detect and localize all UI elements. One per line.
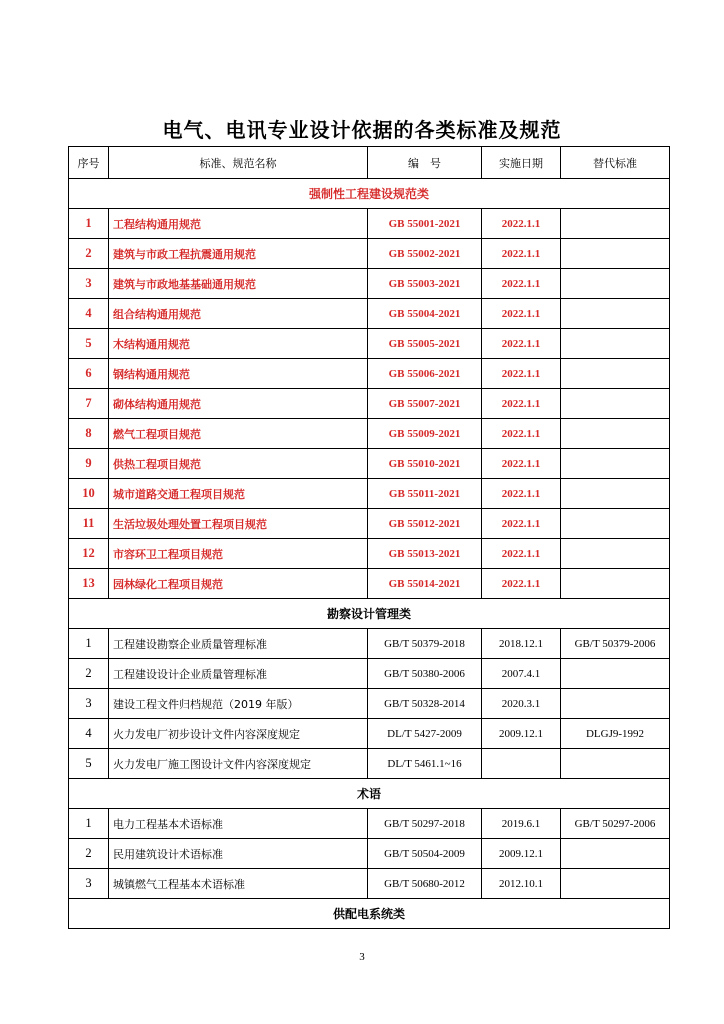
cell-no: 1 bbox=[69, 209, 109, 239]
section-title: 供配电系统类 bbox=[69, 899, 670, 929]
cell-replaced bbox=[561, 449, 670, 479]
cell-name: 工程建设勘察企业质量管理标准 bbox=[109, 629, 368, 659]
header-replaced: 替代标准 bbox=[561, 147, 670, 179]
cell-name: 砌体结构通用规范 bbox=[109, 389, 368, 419]
table-row bbox=[69, 389, 670, 419]
header-name: 标准、规范名称 bbox=[109, 147, 368, 179]
cell-date: 2012.10.1 bbox=[482, 869, 561, 899]
cell-code: GB 55001-2021 bbox=[368, 209, 482, 239]
table-row bbox=[69, 629, 670, 659]
cell-replaced bbox=[561, 839, 670, 869]
table-row bbox=[69, 269, 670, 299]
cell-replaced: GB/T 50379-2006 bbox=[561, 629, 670, 659]
cell-no: 10 bbox=[69, 479, 109, 509]
table-row bbox=[69, 479, 670, 509]
cell-no: 8 bbox=[69, 419, 109, 449]
cell-code: GB 55014-2021 bbox=[368, 569, 482, 599]
table-header-row bbox=[69, 147, 670, 179]
cell-code: GB 55013-2021 bbox=[368, 539, 482, 569]
cell-date: 2009.12.1 bbox=[482, 719, 561, 749]
cell-date: 2022.1.1 bbox=[482, 209, 561, 239]
cell-date: 2022.1.1 bbox=[482, 239, 561, 269]
standards-table bbox=[68, 146, 670, 929]
cell-name: 建筑与市政工程抗震通用规范 bbox=[109, 239, 368, 269]
section-row bbox=[69, 899, 670, 929]
cell-date: 2022.1.1 bbox=[482, 479, 561, 509]
cell-code: GB/T 50380-2006 bbox=[368, 659, 482, 689]
cell-replaced bbox=[561, 359, 670, 389]
cell-replaced bbox=[561, 239, 670, 269]
cell-date: 2022.1.1 bbox=[482, 539, 561, 569]
cell-date: 2022.1.1 bbox=[482, 419, 561, 449]
cell-name: 城市道路交通工程项目规范 bbox=[109, 479, 368, 509]
cell-no: 7 bbox=[69, 389, 109, 419]
cell-code: GB 55007-2021 bbox=[368, 389, 482, 419]
cell-replaced bbox=[561, 569, 670, 599]
table-body bbox=[69, 179, 670, 929]
header-date: 实施日期 bbox=[482, 147, 561, 179]
cell-code: GB 55002-2021 bbox=[368, 239, 482, 269]
cell-code: GB/T 50328-2014 bbox=[368, 689, 482, 719]
cell-code: DL/T 5461.1~16 bbox=[368, 749, 482, 779]
cell-name: 建设工程文件归档规范（2019 年版） bbox=[109, 689, 368, 719]
header-no: 序号 bbox=[69, 147, 109, 179]
section-row bbox=[69, 179, 670, 209]
cell-name: 木结构通用规范 bbox=[109, 329, 368, 359]
cell-date: 2022.1.1 bbox=[482, 509, 561, 539]
cell-name: 钢结构通用规范 bbox=[109, 359, 368, 389]
cell-name: 燃气工程项目规范 bbox=[109, 419, 368, 449]
cell-date: 2007.4.1 bbox=[482, 659, 561, 689]
cell-date: 2022.1.1 bbox=[482, 299, 561, 329]
cell-date: 2022.1.1 bbox=[482, 269, 561, 299]
cell-code: GB 55005-2021 bbox=[368, 329, 482, 359]
cell-no: 11 bbox=[69, 509, 109, 539]
cell-date: 2018.12.1 bbox=[482, 629, 561, 659]
table-row bbox=[69, 689, 670, 719]
cell-replaced bbox=[561, 209, 670, 239]
cell-code: GB/T 50379-2018 bbox=[368, 629, 482, 659]
cell-no: 6 bbox=[69, 359, 109, 389]
cell-name: 供热工程项目规范 bbox=[109, 449, 368, 479]
cell-no: 12 bbox=[69, 539, 109, 569]
cell-date bbox=[482, 749, 561, 779]
table-row bbox=[69, 299, 670, 329]
cell-name: 工程结构通用规范 bbox=[109, 209, 368, 239]
cell-no: 2 bbox=[69, 839, 109, 869]
cell-no: 2 bbox=[69, 239, 109, 269]
cell-no: 5 bbox=[69, 749, 109, 779]
header-code: 编 号 bbox=[368, 147, 482, 179]
table-row bbox=[69, 569, 670, 599]
section-title: 术语 bbox=[69, 779, 670, 809]
cell-no: 2 bbox=[69, 659, 109, 689]
cell-no: 4 bbox=[69, 719, 109, 749]
page-title: 电气、电讯专业设计依据的各类标准及规范 bbox=[162, 118, 562, 142]
cell-name: 组合结构通用规范 bbox=[109, 299, 368, 329]
cell-code: GB/T 50680-2012 bbox=[368, 869, 482, 899]
cell-no: 13 bbox=[69, 569, 109, 599]
table-row bbox=[69, 329, 670, 359]
table-row bbox=[69, 749, 670, 779]
cell-code: GB/T 50297-2018 bbox=[368, 809, 482, 839]
table-row bbox=[69, 419, 670, 449]
table-row bbox=[69, 809, 670, 839]
cell-date: 2022.1.1 bbox=[482, 329, 561, 359]
table-row bbox=[69, 839, 670, 869]
cell-name: 城镇燃气工程基本术语标准 bbox=[109, 869, 368, 899]
cell-no: 9 bbox=[69, 449, 109, 479]
cell-name: 电力工程基本术语标准 bbox=[109, 809, 368, 839]
cell-code: GB 55009-2021 bbox=[368, 419, 482, 449]
cell-date: 2022.1.1 bbox=[482, 359, 561, 389]
section-row bbox=[69, 779, 670, 809]
table-row bbox=[69, 509, 670, 539]
cell-name: 工程建设设计企业质量管理标准 bbox=[109, 659, 368, 689]
cell-no: 3 bbox=[69, 269, 109, 299]
table-row bbox=[69, 239, 670, 269]
section-title: 强制性工程建设规范类 bbox=[69, 179, 670, 209]
table-row bbox=[69, 539, 670, 569]
cell-code: GB 55006-2021 bbox=[368, 359, 482, 389]
cell-name: 民用建筑设计术语标准 bbox=[109, 839, 368, 869]
table-row bbox=[69, 659, 670, 689]
cell-name: 生活垃圾处理处置工程项目规范 bbox=[109, 509, 368, 539]
cell-code: GB 55003-2021 bbox=[368, 269, 482, 299]
cell-code: GB 55012-2021 bbox=[368, 509, 482, 539]
section-row bbox=[69, 599, 670, 629]
table-row bbox=[69, 719, 670, 749]
table-row bbox=[69, 209, 670, 239]
cell-date: 2009.12.1 bbox=[482, 839, 561, 869]
section-title: 勘察设计管理类 bbox=[69, 599, 670, 629]
cell-date: 2019.6.1 bbox=[482, 809, 561, 839]
cell-replaced bbox=[561, 659, 670, 689]
cell-replaced: DLGJ9-1992 bbox=[561, 719, 670, 749]
table-row bbox=[69, 449, 670, 479]
page-number: 3 bbox=[359, 951, 365, 963]
cell-no: 3 bbox=[69, 689, 109, 719]
cell-no: 4 bbox=[69, 299, 109, 329]
cell-name: 火力发电厂初步设计文件内容深度规定 bbox=[109, 719, 368, 749]
cell-date: 2022.1.1 bbox=[482, 389, 561, 419]
cell-replaced: GB/T 50297-2006 bbox=[561, 809, 670, 839]
cell-code: GB 55004-2021 bbox=[368, 299, 482, 329]
cell-no: 1 bbox=[69, 629, 109, 659]
cell-date: 2022.1.1 bbox=[482, 569, 561, 599]
cell-replaced bbox=[561, 869, 670, 899]
cell-no: 1 bbox=[69, 809, 109, 839]
cell-replaced bbox=[561, 389, 670, 419]
cell-replaced bbox=[561, 329, 670, 359]
table-row bbox=[69, 869, 670, 899]
cell-replaced bbox=[561, 509, 670, 539]
cell-name: 园林绿化工程项目规范 bbox=[109, 569, 368, 599]
cell-date: 2020.3.1 bbox=[482, 689, 561, 719]
cell-name: 火力发电厂施工图设计文件内容深度规定 bbox=[109, 749, 368, 779]
cell-replaced bbox=[561, 299, 670, 329]
cell-replaced bbox=[561, 479, 670, 509]
cell-replaced bbox=[561, 689, 670, 719]
cell-no: 5 bbox=[69, 329, 109, 359]
cell-replaced bbox=[561, 749, 670, 779]
cell-code: GB 55010-2021 bbox=[368, 449, 482, 479]
cell-replaced bbox=[561, 269, 670, 299]
cell-replaced bbox=[561, 539, 670, 569]
cell-date: 2022.1.1 bbox=[482, 449, 561, 479]
cell-name: 市容环卫工程项目规范 bbox=[109, 539, 368, 569]
cell-name: 建筑与市政地基基础通用规范 bbox=[109, 269, 368, 299]
cell-code: GB 55011-2021 bbox=[368, 479, 482, 509]
cell-code: GB/T 50504-2009 bbox=[368, 839, 482, 869]
cell-replaced bbox=[561, 419, 670, 449]
table-row bbox=[69, 359, 670, 389]
cell-no: 3 bbox=[69, 869, 109, 899]
cell-code: DL/T 5427-2009 bbox=[368, 719, 482, 749]
